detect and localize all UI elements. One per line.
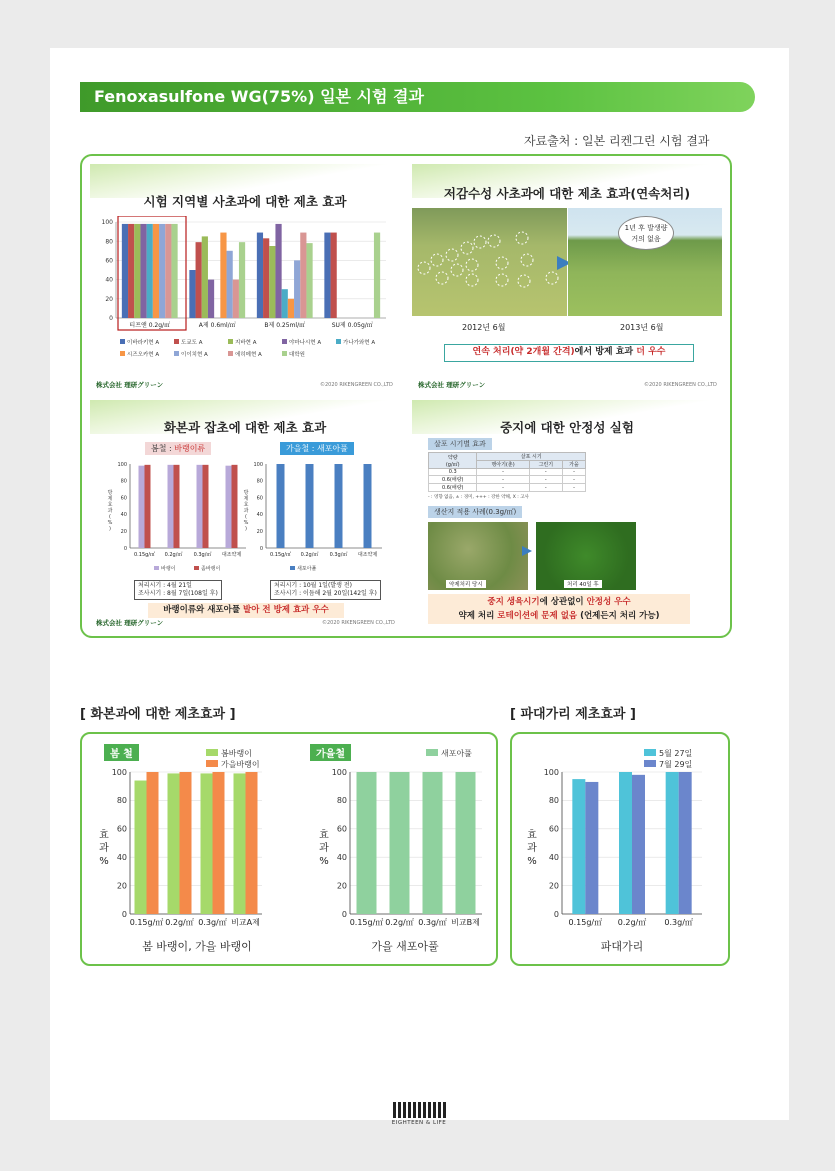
legend-swatch — [194, 566, 199, 570]
y-axis-label: % — [527, 856, 537, 867]
photo-before-caption: 약제처리 당시 — [446, 580, 486, 588]
bar — [331, 233, 337, 318]
bar — [153, 224, 159, 318]
bar — [202, 236, 208, 318]
y-tick-label: 80 — [105, 238, 113, 246]
y-tick-label: 40 — [120, 512, 127, 519]
legend-label: 대학원 — [289, 352, 305, 358]
y-tick-label: 0 — [341, 909, 347, 919]
spring-dates — [134, 580, 222, 600]
note-text: 바랭이류와 새포아풀 — [163, 605, 244, 615]
sedge-section-title: [ 파대가리 제초효과 ] — [510, 707, 636, 722]
slide-region-effect — [90, 164, 400, 392]
spring-caption: 봄 바랭이, 가을 바랭이 — [142, 940, 252, 953]
autumn-label — [280, 442, 354, 455]
legend-swatch — [174, 351, 179, 356]
x-tick-label: 0.2g/㎡ — [617, 918, 647, 927]
bar — [145, 465, 151, 548]
y-axis-label: % — [319, 856, 329, 867]
note-emphasis: 더 우수 — [636, 347, 666, 357]
legend-label: 시즈오카현 A — [127, 352, 160, 358]
table-cell: - — [529, 476, 562, 484]
bar — [324, 233, 330, 318]
safety-table — [428, 452, 586, 492]
y-axis-label: 과 — [243, 508, 249, 514]
x-tick-label: 티프앤 0.2g/㎡ — [129, 322, 171, 329]
table-header-cell: 그린기 — [529, 461, 562, 469]
note-text: (언제든지 처리 가능) — [577, 611, 660, 621]
note-emphasis: 중지 생육시기 — [487, 597, 540, 607]
bar — [128, 224, 134, 318]
slide-grass-weeds — [90, 400, 400, 628]
legend-swatch — [206, 749, 218, 756]
bar — [288, 299, 294, 318]
bar — [456, 772, 476, 914]
y-tick-label: 0 — [109, 315, 113, 323]
legend-label: 야마나시현 A — [289, 340, 322, 346]
x-tick-label: 0.15g/㎡ — [129, 918, 164, 927]
legend-swatch — [228, 351, 233, 356]
bar — [201, 773, 213, 914]
y-tick-label: 40 — [256, 512, 263, 519]
copyright: ©2020 RIKENGREEN CO.,LTD — [322, 620, 395, 626]
y-tick-label: 100 — [543, 767, 559, 777]
slide-title: 시험 지역별 사초과에 대한 제초 효과 — [143, 194, 347, 209]
table-header-row — [429, 453, 586, 461]
y-tick-label: 60 — [120, 495, 127, 502]
y-tick-label: 20 — [336, 881, 347, 891]
arrow-icon — [522, 546, 532, 556]
bar — [168, 465, 174, 548]
x-tick-label: 0.2g/㎡ — [385, 918, 414, 927]
table-cell: - — [563, 484, 586, 492]
autumn-treatment-date: 처리시기 : 10월 1일(발생 전) — [274, 582, 352, 589]
x-tick-label: 0.3g/㎡ — [418, 918, 447, 927]
photo-after-caption: 처리 40일 후 — [564, 580, 602, 588]
bar — [147, 224, 153, 318]
sedge-chart-box — [510, 732, 730, 966]
legend-swatch — [282, 351, 287, 356]
bar — [134, 224, 140, 318]
legend-swatch — [644, 760, 656, 767]
bar — [203, 465, 209, 548]
x-tick-label: 0.3g/㎡ — [329, 552, 348, 558]
x-tick-label: 비교B제 — [451, 918, 480, 927]
note-emphasis: 로테이션에 문제 없음 — [497, 611, 578, 621]
table-cell: - — [477, 469, 529, 476]
bar — [335, 464, 343, 548]
legend-label: 지바현 A — [235, 340, 257, 346]
slides-panel — [80, 154, 732, 638]
y-tick-label: 0 — [123, 545, 127, 552]
table-header-cell: 맹아기(춘) — [477, 461, 529, 469]
photo-2013 — [568, 208, 722, 316]
y-axis-label: 방 — [107, 490, 113, 496]
photo-tag: 생산지 적용 사례(0.3g/㎡) — [428, 506, 522, 518]
note-line1 — [428, 595, 690, 609]
y-tick-label: 60 — [105, 257, 113, 265]
region-effect-chart — [90, 216, 400, 376]
caption-2012: 2012년 6월 — [462, 323, 506, 332]
note-emphasis: 발아 전 방제 효과 우수 — [243, 605, 329, 615]
y-axis-label: ) — [245, 526, 247, 532]
grass-effect-charts — [82, 746, 496, 936]
note-text: 에 상관없이 — [539, 597, 587, 607]
result-note — [428, 594, 690, 624]
legend-swatch — [120, 339, 125, 344]
bar — [140, 224, 146, 318]
table-cell: - — [563, 469, 586, 476]
brand-mark — [391, 1102, 447, 1118]
legend-label: 도쿄도 A — [181, 340, 203, 346]
grass-section-title: [ 화본과에 대한 제초효과 ] — [80, 707, 236, 722]
table-row — [429, 469, 586, 476]
company-logo: 株式会社 理研グリーン — [96, 381, 164, 389]
bar — [275, 224, 281, 318]
y-axis-label: 효 — [243, 502, 249, 508]
legend-swatch — [154, 566, 159, 570]
photo-2012 — [412, 208, 567, 316]
x-tick-label: 대조약제 — [221, 552, 242, 558]
source-note: 자료출처 : 일본 리켄그린 시험 결과 — [524, 134, 710, 148]
bar — [165, 224, 171, 318]
copyright: ©2020 RIKENGREEN CO.,LTD — [644, 382, 717, 388]
bar — [300, 233, 306, 318]
autumn-survey-date: 조사시기 : 이듬해 2월 20일(142일 후) — [274, 590, 377, 597]
table-cell: - — [477, 484, 529, 492]
bar — [208, 280, 214, 318]
y-tick-label: 0 — [553, 909, 559, 919]
bar — [306, 464, 314, 548]
x-tick-label: SU제 0.05g/㎡ — [331, 322, 373, 329]
bar — [139, 466, 145, 548]
bar — [233, 280, 239, 318]
page-title-banner — [80, 82, 755, 112]
y-axis-label: 과 — [99, 843, 109, 854]
copyright: ©2020 RIKENGREEN CO.,LTD — [320, 382, 393, 388]
weed-markers — [412, 208, 567, 316]
y-tick-label: 60 — [116, 824, 127, 834]
sedge-caption: 파대가리 — [600, 940, 644, 953]
legend-label: 봄바랭이 — [221, 749, 252, 758]
bar — [122, 224, 128, 318]
y-tick-label: 80 — [256, 478, 263, 485]
grass-chart-box — [80, 732, 498, 966]
bar — [232, 465, 238, 548]
bar — [269, 246, 275, 318]
spring-treatment-date: 처리시기 : 4월 21일 — [138, 582, 192, 589]
y-axis-label: % — [107, 520, 113, 526]
y-tick-label: 60 — [548, 824, 559, 834]
bar — [572, 779, 585, 914]
x-tick-label: 대조약제 — [357, 552, 378, 558]
bar — [147, 772, 159, 914]
table-cell: - — [529, 484, 562, 492]
legend-label: 가을바랭이 — [221, 760, 260, 769]
y-axis-label: % — [99, 856, 109, 867]
note-text: 에서 방제 효과 — [574, 347, 637, 357]
legend-swatch — [282, 339, 287, 344]
photo-before — [428, 522, 528, 590]
y-axis-label: 과 — [319, 843, 329, 854]
y-tick-label: 60 — [336, 824, 347, 834]
y-tick-label: 100 — [253, 461, 263, 468]
x-tick-label: 비교A제 — [231, 918, 260, 927]
bar — [226, 466, 232, 548]
note-line2 — [428, 609, 690, 623]
y-axis-label: 효 — [527, 830, 537, 841]
y-axis-label: 제 — [107, 496, 113, 502]
legend-label: 좀바랭이 — [201, 566, 221, 572]
y-tick-label: 20 — [256, 528, 263, 535]
spring-label-weed: 바랭이류 — [174, 444, 206, 453]
table-cell: - — [477, 476, 529, 484]
x-tick-label: 0.2g/㎡ — [165, 918, 194, 927]
bar — [294, 260, 300, 318]
table-row — [429, 476, 586, 484]
bar — [180, 772, 192, 914]
table-cell: 0.6(배량) — [429, 476, 477, 484]
bar — [632, 775, 645, 914]
note-emphasis: 안정성 우수 — [586, 597, 631, 607]
bar — [679, 772, 692, 914]
legend-label: 7월 29일 — [659, 760, 693, 769]
slide-title: 중지에 대한 안정성 실험 — [500, 420, 634, 435]
autumn-dates — [270, 580, 381, 600]
y-axis-label: 과 — [107, 508, 113, 514]
brand-name: EIGHTEEN & LIFE — [391, 1120, 447, 1126]
y-tick-label: 20 — [120, 528, 127, 535]
bar — [220, 233, 226, 318]
legend-label: 바랭이 — [161, 566, 176, 572]
bar — [189, 270, 195, 318]
bar — [306, 243, 312, 318]
legend-swatch — [336, 339, 341, 344]
y-axis-label: 제 — [243, 496, 249, 502]
result-note — [444, 344, 694, 362]
y-axis-label: ) — [109, 526, 111, 532]
y-tick-label: 100 — [331, 767, 347, 777]
photo-after — [536, 522, 636, 590]
legend-label: 새포아풀 — [441, 749, 472, 758]
legend-label: 가나가와현 A — [343, 340, 376, 346]
bar — [357, 772, 377, 914]
slide-title: 저감수성 사초과에 대한 제초 효과(연속처리) — [443, 186, 691, 201]
legend-swatch — [426, 749, 438, 756]
callout-bubble — [618, 216, 674, 250]
table-header-cell: 가을 — [563, 461, 586, 469]
note-interval: (약 2개월 간격) — [510, 347, 575, 357]
bar — [135, 781, 147, 914]
callout-line2: 거의 없음 — [631, 235, 661, 243]
y-tick-label: 20 — [105, 295, 113, 303]
y-tick-label: 40 — [105, 276, 113, 284]
x-tick-label: 0.15g/㎡ — [349, 918, 384, 927]
table-header-dose: 약량 (g/㎡) — [429, 453, 477, 469]
y-tick-label: 80 — [336, 796, 347, 806]
bar — [390, 772, 410, 914]
note-text: 약제 처리 — [458, 611, 498, 621]
bar — [263, 238, 269, 318]
y-tick-label: 40 — [548, 853, 559, 862]
legend-swatch — [228, 339, 233, 344]
y-axis-label: 효 — [99, 830, 109, 841]
y-tick-label: 20 — [116, 881, 127, 891]
y-axis-label: ( — [245, 514, 247, 520]
y-tick-label: 100 — [117, 461, 127, 468]
company-logo: 株式会社 理研グリーン — [96, 619, 164, 627]
bar — [168, 773, 180, 914]
y-tick-label: 100 — [111, 767, 127, 777]
bar — [282, 289, 288, 318]
y-tick-label: 40 — [116, 853, 127, 862]
y-axis-label: 효 — [319, 830, 329, 841]
page — [50, 48, 789, 1120]
bar — [619, 772, 632, 914]
bar — [174, 465, 180, 548]
legend-swatch — [120, 351, 125, 356]
y-tick-label: 20 — [548, 881, 559, 891]
table-cell: - — [563, 476, 586, 484]
bar — [257, 233, 263, 318]
bar — [246, 772, 258, 914]
y-tick-label: 100 — [101, 219, 113, 227]
legend-swatch — [174, 339, 179, 344]
y-tick-label: 80 — [548, 796, 559, 806]
bar — [239, 242, 245, 318]
x-tick-label: B제 0.25ml/㎡ — [264, 322, 306, 329]
y-tick-label: 60 — [256, 495, 263, 502]
callout-line1: 1년 후 발생량 — [624, 224, 668, 232]
legend-label: 이바라키현 A — [127, 340, 160, 346]
slide-title: 화본과 잡초에 대한 제초 효과 — [163, 420, 327, 435]
bar — [423, 772, 443, 914]
legend-label: 새포아풀 — [297, 566, 317, 572]
spring-survey-date: 조사시기 : 8월 7일(108일 후) — [138, 590, 218, 597]
y-tick-label: 40 — [336, 853, 347, 862]
bar — [277, 464, 285, 548]
y-tick-label: 80 — [116, 796, 127, 806]
x-tick-label: 0.3g/㎡ — [193, 552, 212, 558]
y-axis-label: % — [243, 520, 249, 526]
y-axis-label: 과 — [527, 843, 537, 854]
spring-tag: 봄 철 — [104, 744, 139, 761]
spring-label-text: 봄철 : — [151, 444, 175, 453]
y-tick-label: 0 — [259, 545, 263, 552]
legend-swatch — [290, 566, 295, 570]
bar — [585, 782, 598, 914]
x-tick-label: 0.15g/㎡ — [270, 552, 291, 558]
table-legend: - : 영향 없음, ± : 경미, +++ : 강한 약해, X : 고사 — [428, 495, 529, 500]
x-tick-label: A제 0.6ml/㎡ — [198, 322, 236, 329]
x-tick-label: 0.15g/㎡ — [134, 552, 155, 558]
bar — [197, 465, 203, 548]
y-axis-label: ( — [109, 514, 111, 520]
table-header-group: 살포 시기 — [477, 453, 586, 461]
table-row — [429, 484, 586, 492]
bar — [234, 773, 246, 914]
y-tick-label: 80 — [120, 478, 127, 485]
slide-zoysia-safety — [412, 400, 722, 628]
legend-swatch — [206, 760, 218, 767]
brand-logo — [391, 1102, 447, 1126]
company-logo: 株式会社 理研グリーン — [418, 381, 486, 389]
x-tick-label: 0.15g/㎡ — [568, 918, 603, 927]
result-note — [148, 603, 344, 618]
legend-label: 5월 27일 — [659, 749, 693, 758]
x-tick-label: 0.2g/㎡ — [300, 552, 319, 558]
y-axis-label: 효 — [107, 502, 113, 508]
spring-label — [145, 442, 211, 455]
bar — [213, 772, 225, 914]
bar — [227, 251, 233, 318]
x-tick-label: 0.3g/㎡ — [664, 918, 693, 927]
bar — [171, 224, 177, 318]
autumn-caption: 가을 새포아풀 — [371, 940, 439, 953]
sedge-effect-chart — [512, 746, 728, 936]
autumn-label-weed: 새포아풀 — [316, 444, 348, 453]
bar — [374, 233, 380, 318]
grass-weed-charts — [90, 458, 400, 578]
y-tick-label: 0 — [121, 909, 127, 919]
legend-label: 이이치현 A — [181, 352, 208, 358]
x-tick-label: 0.3g/㎡ — [198, 918, 227, 927]
note-highlight: 연속 처리 — [472, 347, 511, 357]
bar — [364, 464, 372, 548]
slide-continuous-treatment — [412, 164, 722, 392]
y-axis-label: 방 — [243, 490, 249, 496]
table-tag: 살포 시기별 효과 — [428, 438, 492, 450]
table-cell: 0.6(배량) — [429, 484, 477, 492]
page-title: Fenoxasulfone WG(75%) 일본 시험 결과 — [94, 87, 424, 106]
table-cell: 0.3 — [429, 469, 477, 476]
autumn-label-text: 가을철 : — [286, 444, 317, 453]
bar — [159, 224, 165, 318]
legend-swatch — [644, 749, 656, 756]
bar — [666, 772, 679, 914]
bar — [196, 242, 202, 318]
x-tick-label: 0.2g/㎡ — [164, 552, 183, 558]
table-cell: - — [529, 469, 562, 476]
legend-label: 에히메현 A — [235, 352, 262, 358]
caption-2013: 2013년 6월 — [620, 323, 664, 332]
autumn-tag: 가을철 — [310, 744, 351, 761]
